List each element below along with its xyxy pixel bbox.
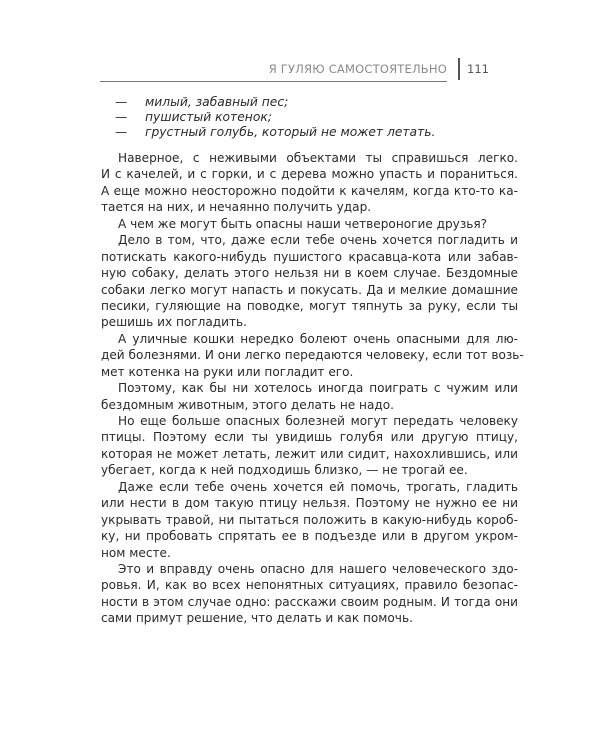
text-line: Поэтому, как бы ни хотелось иногда поиграть с чужим или xyxy=(118,381,518,396)
text-line: тается на них, и нечаянно получить удар. xyxy=(101,200,372,215)
list-item-text: грустный голубь, который не может летать. xyxy=(145,125,436,139)
text-line: И с качелей, и с горки, и с дерева можно упасть и пораниться. xyxy=(101,167,518,182)
text-line: Дело в том, что, даже если тебе очень хочется погладить и xyxy=(118,233,518,248)
list-item xyxy=(115,110,535,125)
list-item-text: милый, забавный пес; xyxy=(145,95,289,109)
list-dash: — xyxy=(115,125,128,139)
running-head-title: Я ГУЛЯЮ САМОСТОЯТЕЛЬНО xyxy=(268,62,447,76)
paragraph xyxy=(101,150,518,216)
running-head-divider xyxy=(458,58,460,80)
text-line: песики, гуляющие на поводке, могут тяпнуть за руку, если ты xyxy=(101,298,518,313)
text-line: убегает, когда к ней подходишь близко, — не трогай ее. xyxy=(101,463,468,478)
list-item xyxy=(115,95,535,110)
dash-list xyxy=(115,95,535,140)
text-line: собаки легко могут напасть и покусать. Да и мелкие домашние xyxy=(101,282,518,297)
paragraph xyxy=(101,216,518,232)
text-line: укрывать травой, ни пытаться положить в какую-нибудь короб- xyxy=(101,512,518,527)
text-line: ную собаку, делать этого нельзя ни в коем случае. Бездомные xyxy=(101,266,518,281)
text-line: А уличные кошки нередко болеют очень опасными для лю- xyxy=(118,331,518,346)
text-line: дей болезнями. И они легко передаются человеку, если тот возь- xyxy=(101,348,524,363)
text-line: А еще можно неосторожно подойти к качелям, когда кто-то ка- xyxy=(101,183,518,198)
header-rule xyxy=(100,81,447,82)
text-line: ности в этом случае одно: расскажи своим родным. И тогда они xyxy=(101,594,518,609)
text-line: Даже если тебе очень хочется ей помочь, трогать, гладить xyxy=(118,479,518,494)
text-line: Но еще больше опасных болезней могут передать человеку xyxy=(118,414,518,428)
text-line: или нести в дом такую птицу нельзя. Поэтому не нужно ее ни xyxy=(101,496,518,511)
body-text xyxy=(101,150,524,627)
paragraph xyxy=(101,331,524,380)
page-number: 111 xyxy=(467,62,489,76)
list-item-text: пушистый котенок; xyxy=(145,110,272,124)
text-line: Это и вправду очень опасно для нашего человеческого здо- xyxy=(118,561,518,576)
text-line: которая не может летать, лежит или сидит, нахохлившись, или xyxy=(101,446,518,461)
text-line: А чем же могут быть опасны наши четвероногие друзья? xyxy=(118,216,488,231)
text-line: мет котенка на руки или погладит его. xyxy=(101,364,354,379)
running-head xyxy=(0,61,600,85)
text-line: птицы. Поэтому если ты увидишь голубя или другую птицу, xyxy=(101,430,518,445)
list-dash: — xyxy=(115,110,128,124)
text-line: решишь их погладить. xyxy=(101,315,247,330)
list-dash: — xyxy=(115,95,128,109)
text-line: ку, ни пробовать спрятать ее в подъезде или в другом укром- xyxy=(101,529,518,544)
text-line: ном месте. xyxy=(101,545,171,560)
paragraph xyxy=(101,413,518,479)
text-line: ровья. И, как во всех непонятных ситуациях, правило безопас- xyxy=(101,578,518,593)
paragraph xyxy=(101,232,518,331)
list-item xyxy=(115,125,535,140)
text-line: сами примут решение, что делать и как помочь. xyxy=(101,611,413,626)
paragraph xyxy=(101,561,518,627)
text-line: потискать какого-нибудь пушистого красавца-кота или забав- xyxy=(101,249,518,264)
text-line: Наверное, с неживыми объектами ты справишься легко. xyxy=(118,151,518,165)
paragraph xyxy=(101,380,518,413)
paragraph xyxy=(101,479,518,561)
text-line: бездомным животным, этого делать не надо. xyxy=(101,397,394,412)
